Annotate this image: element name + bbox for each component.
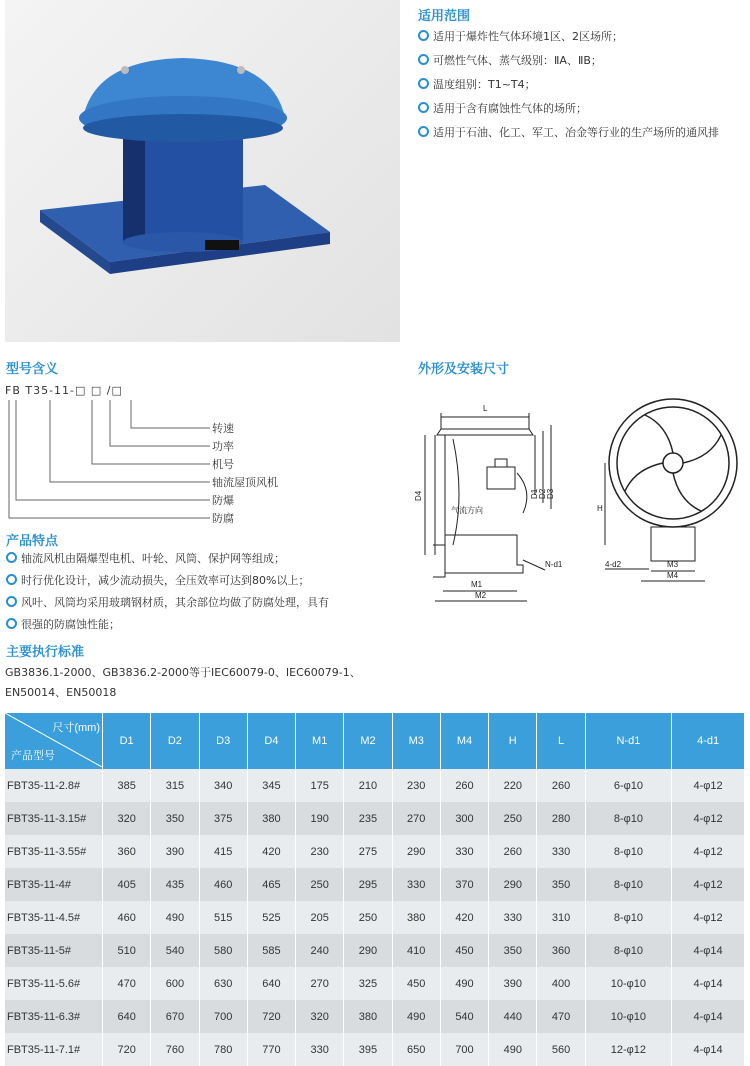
value-cell: 490 [489, 1033, 537, 1066]
table-row [5, 934, 745, 967]
value-cell: 8-φ10 [585, 835, 672, 868]
value-cell: 375 [199, 802, 247, 835]
value-cell: 465 [247, 868, 295, 901]
scope-list [418, 28, 750, 148]
value-cell: 770 [247, 1033, 295, 1066]
model-cell: FBT35-11-7.1# [5, 1033, 103, 1066]
value-cell: 525 [247, 901, 295, 934]
value-cell: 600 [151, 967, 199, 1000]
value-cell: 450 [440, 934, 488, 967]
value-cell: 370 [440, 868, 488, 901]
table-corner-cell [5, 713, 103, 769]
dim-label-l: L [483, 404, 488, 413]
value-cell: 240 [296, 934, 344, 967]
value-cell: 6-φ10 [585, 769, 672, 802]
dim-label-m1: M1 [471, 580, 483, 589]
value-cell: 190 [296, 802, 344, 835]
product-photo [5, 0, 400, 342]
value-cell: 230 [296, 835, 344, 868]
model-cell: FBT35-11-5# [5, 934, 103, 967]
list-item: 轴流风机由隔爆型电机、叶轮、风筒、保护网等组成； [6, 550, 329, 572]
table-header-row [5, 713, 745, 769]
value-cell: 330 [440, 835, 488, 868]
dim-label-d1: D1 [530, 488, 539, 499]
value-cell: 405 [103, 868, 151, 901]
value-cell: 270 [296, 967, 344, 1000]
model-cell: FBT35-11-4.5# [5, 901, 103, 934]
value-cell: 260 [537, 769, 585, 802]
value-cell: 440 [489, 1000, 537, 1033]
bullet-icon [6, 618, 17, 629]
dim-label-nd1: N-d1 [545, 560, 563, 569]
features-title: 产品特点 [6, 534, 59, 549]
value-cell: 700 [199, 1000, 247, 1033]
dim-label-m2: M2 [475, 591, 487, 600]
value-cell: 720 [247, 1000, 295, 1033]
value-cell: 470 [537, 1000, 585, 1033]
col-header: H [489, 713, 537, 769]
value-cell: 290 [392, 835, 440, 868]
legend-power: 功率 [212, 440, 234, 453]
value-cell: 4-φ12 [672, 901, 745, 934]
value-cell: 410 [392, 934, 440, 967]
bullet-icon [418, 30, 429, 41]
value-cell: 360 [537, 934, 585, 967]
value-cell: 400 [537, 967, 585, 1000]
table-row [5, 769, 745, 802]
dim-label-4d2: 4-d2 [605, 560, 622, 569]
value-cell: 4-φ14 [672, 967, 745, 1000]
value-cell: 320 [296, 1000, 344, 1033]
col-header: 4-d1 [672, 713, 745, 769]
value-cell: 300 [440, 802, 488, 835]
list-item: 适用于石油、化工、军工、冶金等行业的生产场所的通风排 [418, 124, 750, 148]
value-cell: 470 [103, 967, 151, 1000]
table-row [5, 1000, 745, 1033]
value-cell: 250 [296, 868, 344, 901]
list-item: 适用于爆炸性气体环境1区、2区场所； [418, 28, 750, 52]
value-cell: 490 [392, 1000, 440, 1033]
model-cell: FBT35-11-2.8# [5, 769, 103, 802]
bullet-icon [418, 54, 429, 65]
value-cell: 700 [440, 1033, 488, 1066]
value-cell: 385 [103, 769, 151, 802]
col-header: D1 [103, 713, 151, 769]
value-cell: 8-φ10 [585, 934, 672, 967]
value-cell: 540 [440, 1000, 488, 1033]
value-cell: 420 [440, 901, 488, 934]
value-cell: 4-φ14 [672, 1000, 745, 1033]
table-row [5, 1033, 745, 1066]
value-cell: 360 [103, 835, 151, 868]
value-cell: 380 [392, 901, 440, 934]
value-cell: 390 [489, 967, 537, 1000]
dimension-table [5, 713, 745, 1066]
value-cell: 340 [199, 769, 247, 802]
value-cell: 510 [103, 934, 151, 967]
value-cell: 290 [489, 868, 537, 901]
value-cell: 760 [151, 1033, 199, 1066]
value-cell: 560 [537, 1033, 585, 1066]
col-header: M2 [344, 713, 392, 769]
value-cell: 450 [392, 967, 440, 1000]
standards-title: 主要执行标准 [6, 645, 85, 660]
features-list [6, 550, 329, 638]
col-header: M1 [296, 713, 344, 769]
legend-speed: 转速 [212, 422, 234, 435]
value-cell: 250 [344, 901, 392, 934]
dimensions-title: 外形及安装尺寸 [418, 362, 510, 377]
value-cell: 8-φ10 [585, 868, 672, 901]
value-cell: 585 [247, 934, 295, 967]
value-cell: 4-φ14 [672, 934, 745, 967]
value-cell: 330 [537, 835, 585, 868]
value-cell: 330 [296, 1033, 344, 1066]
value-cell: 10-φ10 [585, 1000, 672, 1033]
value-cell: 670 [151, 1000, 199, 1033]
value-cell: 250 [489, 802, 537, 835]
value-cell: 650 [392, 1033, 440, 1066]
col-header: D4 [247, 713, 295, 769]
dim-label-m3: M3 [667, 560, 679, 569]
model-cell: FBT35-11-6.3# [5, 1000, 103, 1033]
value-cell: 380 [247, 802, 295, 835]
model-cell: FBT35-11-4# [5, 868, 103, 901]
dim-label-d4: D4 [414, 490, 423, 501]
table-row [5, 802, 745, 835]
dim-label-d3: D3 [546, 488, 555, 499]
value-cell: 380 [344, 1000, 392, 1033]
value-cell: 720 [103, 1033, 151, 1066]
value-cell: 10-φ10 [585, 967, 672, 1000]
value-cell: 515 [199, 901, 247, 934]
col-header: M3 [392, 713, 440, 769]
value-cell: 310 [537, 901, 585, 934]
legend-axial-roof-fan: 轴流屋顶风机 [212, 476, 278, 489]
legend-anticorrosion: 防腐 [212, 512, 234, 525]
model-cell: FBT35-11-5.6# [5, 967, 103, 1000]
model-code-leader-lines [0, 398, 215, 523]
value-cell: 415 [199, 835, 247, 868]
list-item: 可燃性气体、蒸气级别：ⅡA、ⅡB； [418, 52, 750, 76]
list-item: 风叶、风筒均采用玻璃钢材质，其余部位均做了防腐处理，具有 [6, 594, 329, 616]
model-code: FB T35-11-□ □ /□ [5, 384, 123, 397]
value-cell: 4-φ12 [672, 769, 745, 802]
value-cell: 350 [537, 868, 585, 901]
legend-explosion-proof: 防爆 [212, 494, 234, 507]
value-cell: 420 [247, 835, 295, 868]
dim-label-flow: 气流方向 [451, 506, 483, 515]
value-cell: 350 [489, 934, 537, 967]
value-cell: 175 [296, 769, 344, 802]
list-item: 温度组别：T1~T4； [418, 76, 750, 100]
dimension-drawing [405, 395, 750, 615]
col-header: L [537, 713, 585, 769]
value-cell: 325 [344, 967, 392, 1000]
value-cell: 345 [247, 769, 295, 802]
value-cell: 540 [151, 934, 199, 967]
value-cell: 4-φ12 [672, 835, 745, 868]
value-cell: 4-φ12 [672, 802, 745, 835]
corner-top-label: 尺寸(mm) [52, 722, 100, 734]
value-cell: 315 [151, 769, 199, 802]
table-row [5, 835, 745, 868]
value-cell: 460 [103, 901, 151, 934]
value-cell: 8-φ10 [585, 901, 672, 934]
value-cell: 275 [344, 835, 392, 868]
bullet-icon [418, 126, 429, 137]
value-cell: 8-φ10 [585, 802, 672, 835]
value-cell: 780 [199, 1033, 247, 1066]
table-row [5, 967, 745, 1000]
value-cell: 210 [344, 769, 392, 802]
bullet-icon [418, 102, 429, 113]
value-cell: 260 [440, 769, 488, 802]
table-row [5, 868, 745, 901]
roof-fan-image [5, 0, 400, 342]
bullet-icon [6, 552, 17, 563]
value-cell: 235 [344, 802, 392, 835]
table-row [5, 901, 745, 934]
dim-label-d2: D2 [538, 488, 547, 499]
value-cell: 395 [344, 1033, 392, 1066]
bullet-icon [418, 78, 429, 89]
bullet-icon [6, 574, 17, 585]
value-cell: 630 [199, 967, 247, 1000]
value-cell: 350 [151, 802, 199, 835]
value-cell: 230 [392, 769, 440, 802]
value-cell: 330 [489, 901, 537, 934]
value-cell: 270 [392, 802, 440, 835]
dim-label-h: H [597, 504, 603, 513]
scope-title: 适用范围 [418, 9, 471, 24]
value-cell: 330 [392, 868, 440, 901]
value-cell: 4-φ12 [672, 868, 745, 901]
value-cell: 435 [151, 868, 199, 901]
model-cell: FBT35-11-3.55# [5, 835, 103, 868]
list-item: 适用于含有腐蚀性气体的场所； [418, 100, 750, 124]
model-meaning-title: 型号含义 [6, 362, 59, 377]
dim-label-m4: M4 [667, 571, 679, 580]
value-cell: 295 [344, 868, 392, 901]
value-cell: 390 [151, 835, 199, 868]
col-header: D2 [151, 713, 199, 769]
corner-bottom-label: 产品型号 [11, 750, 55, 762]
standards-text: GB3836.1-2000、GB3836.2-2000等于IEC60079-0、IEC60079-1、EN50014、EN50018 [5, 666, 361, 699]
value-cell: 4-φ14 [672, 1033, 745, 1066]
col-header: D3 [199, 713, 247, 769]
value-cell: 490 [440, 967, 488, 1000]
bullet-icon [6, 596, 17, 607]
value-cell: 460 [199, 868, 247, 901]
list-item: 时行优化设计，减少流动损失，全压效率可达到80%以上； [6, 572, 329, 594]
value-cell: 260 [489, 835, 537, 868]
value-cell: 290 [344, 934, 392, 967]
col-header: N-d1 [585, 713, 672, 769]
value-cell: 640 [103, 1000, 151, 1033]
value-cell: 280 [537, 802, 585, 835]
value-cell: 580 [199, 934, 247, 967]
value-cell: 320 [103, 802, 151, 835]
model-cell: FBT35-11-3.15# [5, 802, 103, 835]
value-cell: 490 [151, 901, 199, 934]
legend-machine-no: 机号 [212, 458, 234, 471]
list-item: 很强的防腐蚀性能； [6, 616, 329, 638]
value-cell: 640 [247, 967, 295, 1000]
col-header: M4 [440, 713, 488, 769]
value-cell: 12-φ12 [585, 1033, 672, 1066]
value-cell: 220 [489, 769, 537, 802]
value-cell: 205 [296, 901, 344, 934]
